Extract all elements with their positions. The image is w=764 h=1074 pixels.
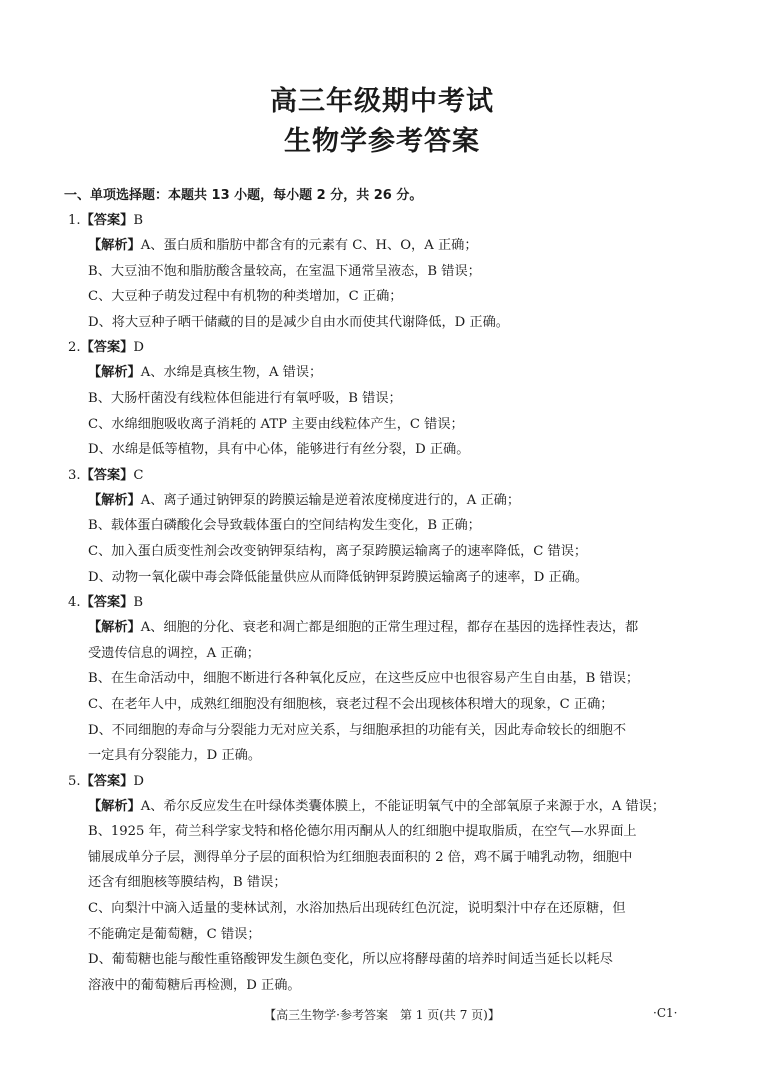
analysis-text: D、不同细胞的寿命与分裂能力无对应关系，与细胞承担的功能有关，因此寿命较长的细胞不 [88,722,627,738]
analysis-text: A、离子通过钠钾泵的跨膜运输是逆着浓度梯度进行的，A 正确； [140,492,521,508]
analysis-text: A、希尔反应发生在叶绿体类囊体膜上，不能证明氧气中的全部氧原子来源于水，A 错误； [140,798,666,814]
answer-line [68,769,704,794]
answer-tag: 【答案】 [80,340,134,356]
analysis-text: D、葡萄糖也能与酸性重铬酸钾发生颜色变化，所以应将酵母菌的培养时间适当延长以耗尽 [88,952,613,968]
analysis-text: A、水绵是真核生物，A 错误； [140,365,323,381]
question-number: 2. [68,340,81,356]
answer-value: D [133,340,144,356]
analysis-line [88,233,704,259]
analysis-line [88,615,704,641]
analysis-line [88,412,704,438]
analysis-text: 不能确定是葡萄糖，C 错误； [88,926,261,942]
analysis-text: C、水绵细胞吸收离子消耗的 ATP 主要由线粒体产生，C 错误； [88,416,464,432]
question-number: 5. [68,773,81,789]
analysis-line [88,973,704,999]
page-subtitle: 生物学参考答案 [284,126,480,157]
section-header: 一、单项选择题：本题共 13 小题，每小题 2 分，共 26 分。 [64,188,423,203]
answer-content [64,183,704,998]
answer-line [68,463,704,488]
question-block [64,208,704,335]
question-block [64,335,704,462]
analysis-tag: 【解析】 [88,238,141,253]
analysis-text: B、在生命活动中，细胞不断进行各种氧化反应，在这些反应中也很容易产生自由基，B 错误； [88,671,640,687]
analysis-text: D、将大豆种子晒干储藏的目的是减少自由水而使其代谢降低，D 正确。 [88,314,509,330]
answer-line [68,208,704,233]
analysis-text: C、向梨汁中滴入适量的斐林试剂，水浴加热后出现砖红色沉淀，说明梨汁中存在还原糖，但 [88,901,626,917]
answer-tag: 【答案】 [80,595,134,611]
answer-tag: 【答案】 [80,213,134,228]
analysis-line [88,870,704,896]
question-number: 4. [68,595,81,611]
title-block [0,84,764,160]
analysis-line [88,386,704,412]
page-footer: 【高三生物学·参考答案 第 1 页(共 7 页)】 [264,1008,500,1022]
analysis-text: 还含有细胞核等膜结构，B 错误； [88,875,287,891]
analysis-text: C、加入蛋白质变性剂会改变钠钾泵结构，离子泵跨膜运输离子的速率降低，C 错误； [88,543,588,559]
question-number: 3. [68,467,81,483]
analysis-line [88,513,704,539]
analysis-line [88,310,704,336]
analysis-tag: 【解析】 [88,798,141,814]
answer-value: B [133,213,144,228]
answer-line [68,590,704,615]
analysis-line [88,641,704,667]
analysis-line [88,794,704,820]
question-block [64,463,704,590]
analysis-text: 一定具有分裂能力，D 正确。 [88,748,262,764]
analysis-text: C、在老年人中，成熟红细胞没有细胞核，衰老过程不会出现核体积增大的现象，C 正确； [88,696,614,712]
analysis-line [88,845,704,871]
analysis-text: 溶液中的葡萄糖后再检测，D 正确。 [88,977,301,993]
footer-code: ·C1· [653,1006,678,1020]
analysis-line [88,922,704,948]
analysis-line [88,284,704,310]
analysis-text: B、1925 年，荷兰科学家戈特和格伦德尔用丙酮从人的红细胞中提取脂质，在空气—水界面上 [88,824,637,840]
analysis-text: D、水绵是低等植物，具有中心体，能够进行有丝分裂，D 正确。 [88,442,470,458]
answer-value: C [133,467,144,483]
analysis-text: B、大豆油不饱和脂肪酸含量较高，在室温下通常呈液态，B 错误； [88,263,481,279]
answer-tag: 【答案】 [80,467,134,483]
analysis-text: C、大豆种子萌发过程中有机物的种类增加，C 正确； [88,289,403,305]
analysis-text: D、动物一氧化碳中毒会降低能量供应从而降低钠钾泵跨膜运输离子的速率，D 正确。 [88,569,589,585]
question-block [64,769,704,999]
analysis-text: A、蛋白质和脂肪中都含有的元素有 C、H、O，A 正确； [140,238,478,253]
analysis-line [88,692,704,718]
analysis-tag: 【解析】 [88,365,141,381]
analysis-line [88,819,704,845]
question-list [64,208,704,998]
analysis-line [88,947,704,973]
answer-tag: 【答案】 [80,773,134,789]
analysis-line [88,666,704,692]
question-number: 1. [68,213,81,228]
analysis-line [88,539,704,565]
analysis-line [88,743,704,769]
question-block [64,590,704,769]
answer-value: D [133,773,144,789]
answer-value: B [133,595,144,611]
analysis-tag: 【解析】 [88,492,141,508]
analysis-text: A、细胞的分化、衰老和凋亡都是细胞的正常生理过程，都存在基因的选择性表达，都 [140,620,639,636]
page-title: 高三年级期中考试 [270,86,494,117]
analysis-text: B、大肠杆菌没有线粒体但能进行有氧呼吸，B 错误； [88,390,402,406]
analysis-line [88,896,704,922]
analysis-text: 受遗传信息的调控，A 正确； [88,645,260,661]
analysis-line [88,360,704,386]
analysis-text: 铺展成单分子层，测得单分子层的面积恰为红细胞表面积的 2 倍，鸡不属于哺乳动物，细胞中 [88,849,633,865]
answer-line [68,335,704,360]
analysis-line [88,259,704,285]
analysis-line [88,718,704,744]
analysis-line [88,565,704,591]
analysis-line [88,437,704,463]
analysis-tag: 【解析】 [88,620,141,636]
analysis-text: B、载体蛋白磷酸化会导致载体蛋白的空间结构发生变化，B 正确； [88,518,481,534]
analysis-line [88,488,704,514]
